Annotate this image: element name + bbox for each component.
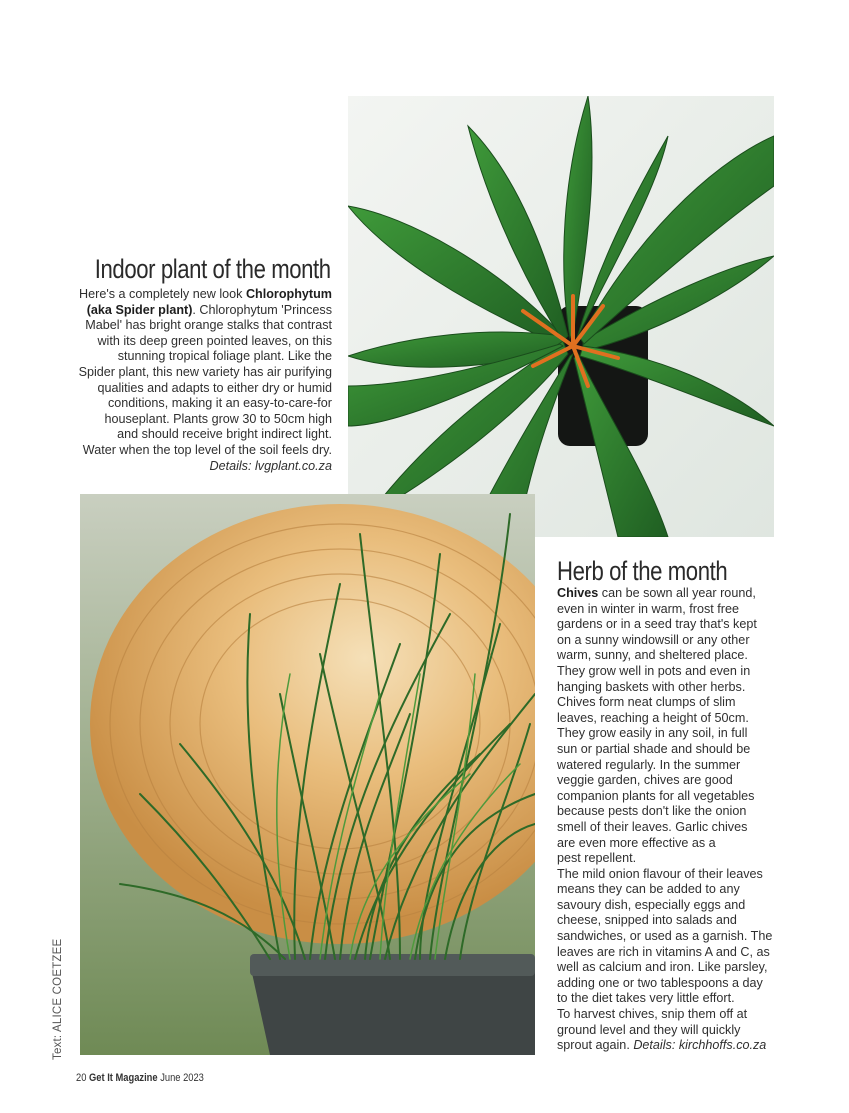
indoor-text-line: houseplant. Plants grow 30 to 50cm high [104,411,332,426]
herb-text-line: ground level and they will quickly [557,1022,741,1037]
indoor-text-line: with its deep green pointed leaves, on this [97,333,332,348]
herb-text-line: companion plants for all vegetables [557,788,755,803]
herb-text-line: leaves are rich in vitamins A and C, as [557,944,770,959]
herb-text-line: to the diet takes very little effort. [557,991,735,1006]
indoor-text-line: Spider plant, this new variety has air purifying [78,364,332,379]
herb-text-line: on a sunny windowsill or any other [557,632,750,647]
indoor-text-line: conditions, making it an easy-to-care-for [108,396,332,411]
plant-photo [348,96,774,537]
herb-text-line: The mild onion flavour of their leaves [557,866,763,881]
herb-text-line: To harvest chives, snip them off at [557,1007,748,1022]
herb-text-line: veggie garden, chives are good [557,773,733,788]
indoor-text-line: and should receive bright indirect light. [117,427,332,442]
issue-date: June 2023 [160,1072,204,1084]
page-footer [76,1072,204,1084]
herb-text-line: gardens or in a seed tray that's kept [557,617,757,632]
herb-text-line: watered regularly. In the summer [557,757,741,772]
herb-text-line: savoury dish, especially eggs and [557,897,746,912]
herb-text-line: adding one or two tablespoons a day [557,975,763,990]
herb-text-line: They grow easily in any soil, in full [557,726,748,741]
text-credit: Text: ALICE COETZEE [52,938,64,1060]
page-number: 20 [76,1072,87,1084]
herb-text-line: sun or partial shade and should be [557,741,751,756]
indoor-plant-heading: Indoor plant of the month [95,254,331,284]
chives-photo [80,494,535,1055]
herb-text-line: warm, sunny, and sheltered place. [557,648,748,663]
magazine-name: Get It Magazine [89,1072,158,1084]
herb-text-line: are even more effective as a [557,835,716,850]
herb-text-line: well as calcium and iron. Like parsley, [557,960,768,975]
herb-text-line: Chives form neat clumps of slim [557,695,736,710]
herb-heading: Herb of the month [557,556,728,586]
herb-text-line: sandwiches, or used as a garnish. The [557,929,773,944]
indoor-text-line: Here's a completely new look Chlorophytum [79,287,332,301]
herb-text-line: cheese, snipped into salads and [557,913,737,928]
indoor-plant-body [72,287,332,474]
indoor-text-line: (aka Spider plant). Chlorophytum 'Princess [86,302,332,317]
herb-text-line: leaves, reaching a height of 50cm. [557,710,749,725]
herb-text-line: even in winter in warm, frost free [557,601,739,616]
herb-text-line: sprout again. Details: kirchhoffs.co.za [557,1038,767,1053]
indoor-text-line: Water when the top level of the soil feels dry. [82,442,332,457]
herb-text-line: means they can be added to any [557,882,740,897]
indoor-text-line: Details: lvgplant.co.za [209,458,332,473]
herb-text-line: smell of their leaves. Garlic chives [557,819,748,834]
herb-text-line: Chives can be sown all year round, [557,586,756,600]
herb-body [557,586,772,1054]
indoor-text-line: stunning tropical foliage plant. Like the [117,349,332,364]
herb-text-line: hanging baskets with other herbs. [557,679,746,694]
herb-text-line: because pests don't like the onion [557,804,747,819]
herb-text-line: pest repellent. [557,851,637,866]
indoor-text-line: Mabel' has bright orange stalks that contrast [85,318,332,333]
indoor-text-line: qualities and adapts to either dry or humid [97,380,332,395]
herb-text-line: They grow well in pots and even in [557,663,751,678]
